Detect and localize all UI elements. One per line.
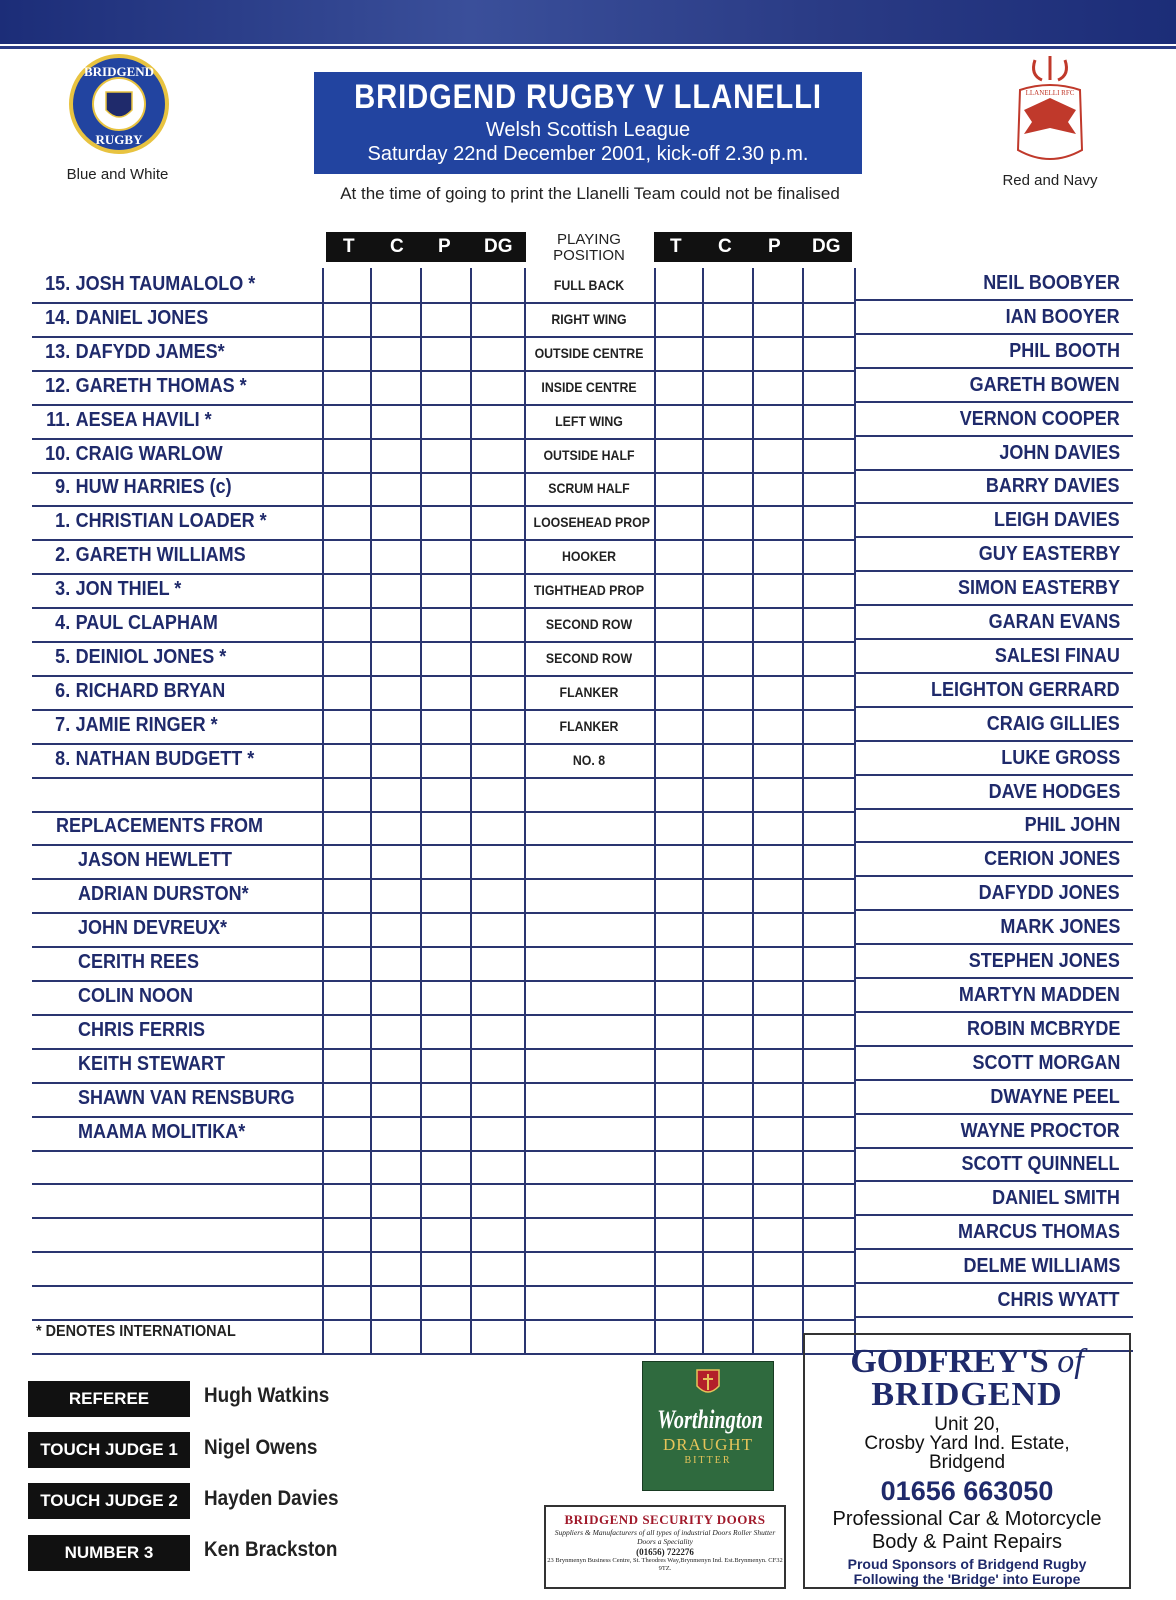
home-player-number: 15. bbox=[45, 273, 71, 295]
home-row-line bbox=[32, 743, 322, 745]
grid-column-line bbox=[654, 268, 656, 1353]
away-row-line bbox=[854, 977, 1133, 979]
grid-column-line bbox=[370, 268, 372, 1353]
home-player-name: NATHAN BUDGETT * bbox=[75, 748, 255, 770]
replacement-name: ADRIAN DURSTON* bbox=[78, 883, 249, 905]
llanelli-rfc-logo bbox=[990, 50, 1110, 170]
home-player-name: HUW HARRIES (c) bbox=[75, 476, 232, 498]
home-row-line bbox=[32, 336, 322, 338]
away-row-line bbox=[854, 1282, 1133, 1284]
away-player-name: DAFYDD JONES bbox=[978, 882, 1120, 904]
touch-judge-2-label: TOUCH JUDGE 2 bbox=[28, 1483, 190, 1519]
grid-row-line bbox=[322, 1217, 854, 1219]
away-row-line bbox=[854, 536, 1133, 538]
godfreys-phone: 01656 663050 bbox=[880, 1476, 1054, 1506]
grid-column-line bbox=[702, 268, 704, 1353]
grid-row-line bbox=[322, 302, 854, 304]
away-player-name: SCOTT QUINNELL bbox=[962, 1153, 1120, 1175]
home-row-line bbox=[32, 370, 322, 372]
playing-position: FLANKER bbox=[559, 718, 619, 734]
away-row-line bbox=[854, 1248, 1133, 1250]
away-row-line bbox=[854, 1045, 1133, 1047]
away-row-line bbox=[854, 909, 1133, 911]
grid-column-line bbox=[752, 268, 754, 1353]
home-player-number: 12. bbox=[45, 375, 71, 397]
logo-text-top: BRIDGEND bbox=[83, 64, 155, 79]
security-doors-title: BRIDGEND SECURITY DOORS bbox=[564, 1512, 766, 1527]
home-row-line bbox=[32, 946, 322, 948]
home-player-row bbox=[36, 612, 218, 635]
grid-row-line bbox=[322, 472, 854, 474]
home-player-name: JOSH TAUMALOLO * bbox=[75, 273, 256, 295]
home-player-row bbox=[36, 544, 246, 567]
away-hdr-p: P bbox=[768, 236, 781, 257]
playing-position: SECOND ROW bbox=[545, 650, 633, 666]
home-hdr-t: T bbox=[343, 236, 355, 257]
home-hdr-c: C bbox=[390, 236, 404, 257]
home-row-line bbox=[32, 1353, 322, 1355]
home-row-line bbox=[32, 1319, 322, 1321]
top-banner-rule bbox=[0, 46, 1176, 49]
away-player-name: MARTYN MADDEN bbox=[958, 984, 1120, 1006]
grid-row-line bbox=[322, 1048, 854, 1050]
grid-row-line bbox=[322, 1183, 854, 1185]
match-title: BRIDGEND RUGBY V LLANELLI bbox=[354, 78, 822, 116]
away-player-name: CHRIS WYATT bbox=[997, 1289, 1120, 1311]
grid-row-line bbox=[322, 980, 854, 982]
grid-row-line bbox=[322, 573, 854, 575]
godfreys-of: of bbox=[1057, 1343, 1084, 1380]
shield-icon bbox=[695, 1368, 721, 1400]
home-player-name: AESEA HAVILI * bbox=[75, 409, 212, 431]
top-banner bbox=[0, 0, 1176, 44]
home-player-name: DEINIOL JONES * bbox=[75, 646, 227, 668]
replacement-name: CERITH REES bbox=[78, 951, 200, 973]
playing-position: OUTSIDE HALF bbox=[543, 447, 635, 463]
home-player-number: 5. bbox=[55, 646, 71, 668]
away-player-name: PHIL JOHN bbox=[1024, 814, 1120, 836]
grid-row-line bbox=[322, 370, 854, 372]
grid-row-line bbox=[322, 844, 854, 846]
home-player-name: RICHARD BRYAN bbox=[75, 680, 226, 702]
home-row-line bbox=[32, 709, 322, 711]
home-row-line bbox=[32, 912, 322, 914]
away-score-header bbox=[654, 232, 852, 262]
home-player-number: 10. bbox=[45, 443, 71, 465]
grid-row-line bbox=[322, 811, 854, 813]
away-player-name: BARRY DAVIES bbox=[986, 475, 1120, 497]
grid-column-line bbox=[802, 268, 804, 1353]
away-row-line bbox=[854, 299, 1133, 301]
away-player-name: DAVE HODGES bbox=[988, 781, 1120, 803]
replacement-name: MAAMA MOLITIKA* bbox=[78, 1121, 246, 1143]
away-player-name: GARETH BOWEN bbox=[969, 374, 1120, 396]
bridgend-rugby-logo bbox=[54, 54, 184, 154]
away-row-line bbox=[854, 1011, 1133, 1013]
home-player-number: 13. bbox=[45, 341, 71, 363]
home-player-row bbox=[36, 680, 225, 703]
home-player-name: JAMIE RINGER * bbox=[75, 714, 218, 736]
home-player-name: DAFYDD JAMES* bbox=[75, 341, 225, 363]
grid-row-line bbox=[322, 709, 854, 711]
playing-position: HOOKER bbox=[561, 548, 617, 564]
logo-llanelli-text: LLANELLI RFC bbox=[1025, 89, 1075, 97]
position-header-line2: POSITION bbox=[553, 247, 625, 264]
away-player-name: CRAIG GILLIES bbox=[986, 713, 1120, 735]
home-player-number: 7. bbox=[55, 714, 71, 736]
home-row-line bbox=[32, 607, 322, 609]
home-row-line bbox=[32, 1251, 322, 1253]
grid-row-line bbox=[322, 505, 854, 507]
away-row-line bbox=[854, 570, 1133, 572]
home-player-number: 1. bbox=[55, 510, 71, 532]
playing-position: OUTSIDE CENTRE bbox=[534, 345, 644, 361]
away-row-line bbox=[854, 1214, 1133, 1216]
replacement-name: SHAWN VAN RENSBURG bbox=[78, 1087, 295, 1109]
home-colours: Blue and White bbox=[66, 166, 169, 183]
away-row-line bbox=[854, 469, 1133, 471]
away-player-name: IAN BOOYER bbox=[1005, 306, 1120, 328]
away-player-name: MARCUS THOMAS bbox=[958, 1221, 1120, 1243]
away-row-line bbox=[854, 672, 1133, 674]
godfreys-service2: Body & Paint Repairs bbox=[871, 1531, 1063, 1553]
match-title-box bbox=[314, 72, 862, 174]
away-row-line bbox=[854, 943, 1133, 945]
home-player-row bbox=[36, 273, 255, 296]
playing-position: LEFT WING bbox=[555, 413, 623, 429]
security-doors-tagline: Suppliers & Manufacturers of all types of industrial Doors Roller Shutter Doors a Speciality bbox=[554, 1528, 776, 1546]
away-player-name: CERION JONES bbox=[983, 848, 1120, 870]
number-3-label: NUMBER 3 bbox=[28, 1535, 190, 1571]
international-note: * DENOTES INTERNATIONAL bbox=[36, 1323, 236, 1340]
grid-row-line bbox=[322, 1251, 854, 1253]
home-player-row bbox=[36, 748, 254, 771]
referee-name: Hugh Watkins bbox=[204, 1384, 330, 1407]
home-hdr-p: P bbox=[438, 236, 451, 257]
home-player-row bbox=[36, 578, 181, 601]
away-row-line bbox=[854, 367, 1133, 369]
away-player-name: DELME WILLIAMS bbox=[963, 1255, 1120, 1277]
home-player-row bbox=[36, 375, 247, 398]
away-player-name: GARAN EVANS bbox=[988, 611, 1120, 633]
home-row-line bbox=[32, 1217, 322, 1219]
league-name: Welsh Scottish League bbox=[485, 119, 691, 141]
grid-row-line bbox=[322, 438, 854, 440]
home-hdr-dg: DG bbox=[484, 236, 513, 257]
replacement-name: JOHN DEVREUX* bbox=[78, 917, 228, 939]
away-player-name: LEIGH DAVIES bbox=[994, 509, 1120, 531]
away-player-name: JOHN DAVIES bbox=[999, 442, 1120, 464]
number-3-name: Ken Brackston bbox=[204, 1538, 338, 1561]
playing-position: SCRUM HALF bbox=[548, 480, 630, 496]
away-player-name: LEIGHTON GERRARD bbox=[931, 679, 1120, 701]
home-row-line bbox=[32, 777, 322, 779]
away-row-line bbox=[854, 638, 1133, 640]
playing-position: INSIDE CENTRE bbox=[541, 379, 637, 395]
home-player-number: 4. bbox=[55, 612, 71, 634]
replacement-name: COLIN NOON bbox=[78, 985, 194, 1007]
away-row-line bbox=[854, 808, 1133, 810]
replacement-name: CHRIS FERRIS bbox=[78, 1019, 206, 1041]
grid-column-line bbox=[322, 268, 324, 1353]
team-notice: At the time of going to print the Llanelli Team could not be finalised bbox=[340, 184, 840, 203]
home-player-number: 14. bbox=[45, 307, 71, 329]
home-player-row bbox=[36, 646, 226, 669]
godfreys-sponsor1: Proud Sponsors of Bridgend Rugby bbox=[847, 1556, 1087, 1572]
away-row-line bbox=[854, 706, 1133, 708]
grid-column-line bbox=[854, 268, 856, 1353]
away-player-name: PHIL BOOTH bbox=[1009, 340, 1120, 362]
home-player-row bbox=[36, 476, 232, 499]
grid-row-line bbox=[322, 1150, 854, 1152]
away-player-name: DANIEL SMITH bbox=[992, 1187, 1120, 1209]
godfreys-address3: Bridgend bbox=[928, 1452, 1006, 1473]
godfreys-sponsor2: Following the 'Bridge' into Europe bbox=[853, 1571, 1081, 1587]
playing-position: NO. 8 bbox=[572, 752, 606, 768]
home-player-name: DANIEL JONES bbox=[75, 307, 209, 329]
godfreys-address1: Unit 20, bbox=[934, 1414, 1000, 1435]
replacements-title: REPLACEMENTS FROM bbox=[56, 815, 263, 837]
playing-position-header bbox=[524, 232, 654, 264]
home-row-line bbox=[32, 675, 322, 677]
playing-position: FULL BACK bbox=[553, 277, 625, 293]
home-row-line bbox=[32, 1014, 322, 1016]
grid-row-line bbox=[322, 946, 854, 948]
grid-row-line bbox=[322, 1319, 854, 1321]
home-row-line bbox=[32, 539, 322, 541]
home-row-line bbox=[32, 438, 322, 440]
away-hdr-c: C bbox=[718, 236, 732, 257]
beer-bitter: BITTER bbox=[684, 1455, 732, 1466]
home-player-row bbox=[36, 510, 267, 533]
godfreys-ad bbox=[803, 1333, 1131, 1589]
away-row-line bbox=[854, 1316, 1133, 1318]
godfreys-name: GODFREY'S bbox=[850, 1343, 1049, 1380]
home-player-name: PAUL CLAPHAM bbox=[75, 612, 218, 634]
grid-row-line bbox=[322, 641, 854, 643]
godfreys-service1: Professional Car & Motorcycle bbox=[832, 1508, 1102, 1530]
beer-draught: DRAUGHT bbox=[662, 1435, 754, 1454]
home-player-number: 6. bbox=[55, 680, 71, 702]
home-row-line bbox=[32, 1048, 322, 1050]
replacement-name: JASON HEWLETT bbox=[78, 849, 233, 871]
replacement-name: KEITH STEWART bbox=[78, 1053, 226, 1075]
home-player-number: 9. bbox=[55, 476, 71, 498]
away-player-name: ROBIN MCBRYDE bbox=[966, 1018, 1120, 1040]
home-row-line bbox=[32, 573, 322, 575]
playing-position: LOOSEHEAD PROP bbox=[533, 514, 650, 530]
away-player-name: SCOTT MORGAN bbox=[972, 1052, 1120, 1074]
godfreys-name-line1 bbox=[805, 1345, 1129, 1379]
beer-brand: Worthington bbox=[657, 1405, 763, 1434]
away-player-name: LUKE GROSS bbox=[1000, 747, 1120, 769]
position-header-line1: PLAYING bbox=[557, 231, 621, 248]
home-row-line bbox=[32, 811, 322, 813]
away-player-name: STEPHEN JONES bbox=[968, 950, 1120, 972]
home-player-name: GARETH WILLIAMS bbox=[75, 544, 246, 566]
away-row-line bbox=[854, 740, 1133, 742]
home-player-name: GARETH THOMAS * bbox=[75, 375, 247, 397]
home-player-number: 8. bbox=[55, 748, 71, 770]
away-row-line bbox=[854, 1180, 1133, 1182]
away-row-line bbox=[854, 1147, 1133, 1149]
away-hdr-t: T bbox=[670, 236, 682, 257]
touch-judge-2-name: Hayden Davies bbox=[204, 1487, 339, 1510]
away-player-name: MARK JONES bbox=[999, 916, 1120, 938]
playing-position: SECOND ROW bbox=[545, 616, 633, 632]
home-row-line bbox=[32, 1150, 322, 1152]
home-row-line bbox=[32, 1082, 322, 1084]
match-date: Saturday 22nd December 2001, kick-off 2.30 p.m. bbox=[367, 143, 809, 165]
home-row-line bbox=[32, 1183, 322, 1185]
away-player-name: WAYNE PROCTOR bbox=[960, 1120, 1120, 1142]
security-doors-ad bbox=[544, 1505, 786, 1589]
godfreys-address2: Crosby Yard Ind. Estate, bbox=[864, 1433, 1070, 1454]
away-player-name: GUY EASTERBY bbox=[978, 543, 1120, 565]
touch-judge-1-label: TOUCH JUDGE 1 bbox=[28, 1432, 190, 1468]
grid-row-line bbox=[322, 675, 854, 677]
away-row-line bbox=[854, 774, 1133, 776]
away-row-line bbox=[854, 435, 1133, 437]
grid-row-line bbox=[322, 1353, 854, 1355]
home-row-line bbox=[32, 302, 322, 304]
home-score-header bbox=[326, 232, 526, 262]
grid-row-line bbox=[322, 1014, 854, 1016]
home-player-row bbox=[36, 714, 218, 737]
referee-label: REFEREE bbox=[28, 1381, 190, 1417]
away-row-line bbox=[854, 502, 1133, 504]
home-row-line bbox=[32, 980, 322, 982]
away-row-line bbox=[854, 333, 1133, 335]
away-row-line bbox=[854, 841, 1133, 843]
home-player-row bbox=[36, 409, 212, 432]
away-player-name: NEIL BOOBYER bbox=[983, 272, 1120, 294]
grid-row-line bbox=[322, 1082, 854, 1084]
home-player-number: 2. bbox=[55, 544, 71, 566]
away-colours: Red and Navy bbox=[1002, 172, 1098, 189]
home-row-line bbox=[32, 641, 322, 643]
away-row-line bbox=[854, 1079, 1133, 1081]
security-doors-phone: (01656) 722276 bbox=[636, 1547, 694, 1557]
worthington-ad bbox=[642, 1361, 774, 1491]
logo-text-bottom: RUGBY bbox=[95, 132, 143, 147]
home-row-line bbox=[32, 472, 322, 474]
home-player-number: 3. bbox=[55, 578, 71, 600]
grid-row-line bbox=[322, 607, 854, 609]
away-player-name: SALESI FINAU bbox=[994, 645, 1120, 667]
grid-row-line bbox=[322, 743, 854, 745]
security-doors-address: 23 Brynmenyn Business Centre, St. Theodres Way,Brynmenyn Ind. Est.Brynmenyn. CF32 9TZ. bbox=[547, 1557, 783, 1572]
godfreys-name-line2: BRIDGEND bbox=[871, 1376, 1063, 1413]
home-row-line bbox=[32, 404, 322, 406]
home-player-name: CHRISTIAN LOADER * bbox=[75, 510, 267, 532]
away-row-line bbox=[854, 875, 1133, 877]
home-player-name: CRAIG WARLOW bbox=[75, 443, 223, 465]
home-player-name: JON THIEL * bbox=[75, 578, 182, 600]
home-row-line bbox=[32, 1116, 322, 1118]
home-player-row bbox=[36, 443, 223, 466]
grid-row-line bbox=[322, 912, 854, 914]
grid-column-line bbox=[470, 268, 472, 1353]
home-row-line bbox=[32, 1285, 322, 1287]
home-row-line bbox=[32, 878, 322, 880]
home-row-line bbox=[32, 844, 322, 846]
home-player-row bbox=[36, 307, 208, 330]
grid-row-line bbox=[322, 539, 854, 541]
away-row-line bbox=[854, 401, 1133, 403]
away-player-name: SIMON EASTERBY bbox=[957, 577, 1120, 599]
away-player-name: DWAYNE PEEL bbox=[990, 1086, 1120, 1108]
playing-position: RIGHT WING bbox=[551, 311, 627, 327]
grid-column-line bbox=[420, 268, 422, 1353]
grid-row-line bbox=[322, 404, 854, 406]
home-player-number: 11. bbox=[46, 409, 71, 431]
playing-position: FLANKER bbox=[559, 684, 619, 700]
grid-row-line bbox=[322, 336, 854, 338]
grid-row-line bbox=[322, 878, 854, 880]
grid-row-line bbox=[322, 1116, 854, 1118]
grid-column-line bbox=[524, 268, 526, 1353]
home-player-row bbox=[36, 341, 225, 364]
away-hdr-dg: DG bbox=[812, 236, 841, 257]
away-row-line bbox=[854, 1113, 1133, 1115]
grid-row-line bbox=[322, 1285, 854, 1287]
grid-row-line bbox=[322, 777, 854, 779]
away-row-line bbox=[854, 604, 1133, 606]
away-player-name: VERNON COOPER bbox=[959, 408, 1120, 430]
home-row-line bbox=[32, 505, 322, 507]
playing-position: TIGHTHEAD PROP bbox=[533, 582, 645, 598]
touch-judge-1-name: Nigel Owens bbox=[204, 1436, 318, 1459]
